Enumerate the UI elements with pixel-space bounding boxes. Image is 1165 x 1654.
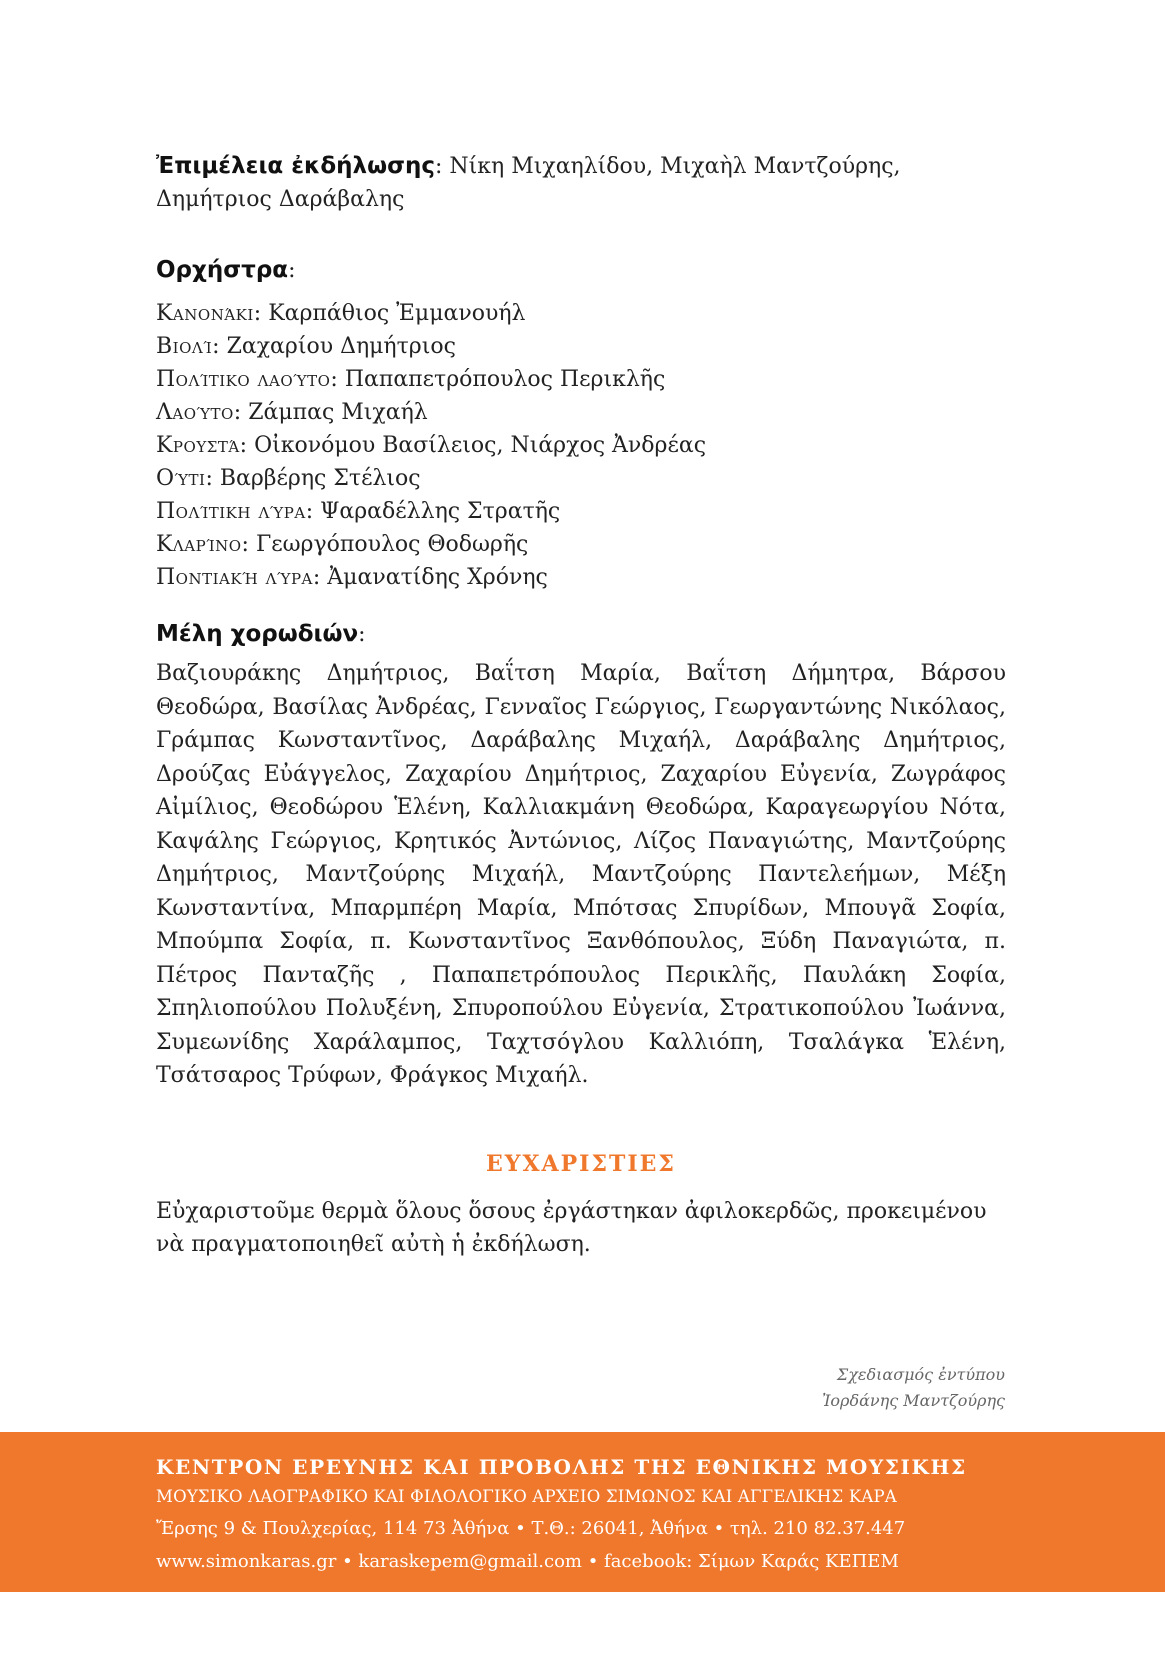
orchestra-heading: Ορχήστρα <box>156 257 289 283</box>
design-credit <box>822 1362 1005 1414</box>
instrument-label: Λαούτο <box>156 400 234 425</box>
organizers-names: : Νίκη Μιχαηλίδου, Μιχαὴλ Μαντζούρης, Δημήτριος Δαράβαλης <box>156 154 901 212</box>
credit-label: Σχεδιασμός ἐντύπου <box>836 1365 1005 1384</box>
orchestra-member: Ποντιακή λύρα: Ἀμανατίδης Χρόνης <box>156 565 548 590</box>
footer-title: ΚΕΝΤΡΟΝ ΕΡΕΥΝΗΣ ΚΑΙ ΠΡΟΒΟΛΗΣ ΤΗΣ ΕΘΝΙΚΗΣ ΜΟΥΣΙΚΗΣ <box>156 1455 967 1479</box>
instrument-label: Κλαρίνο <box>156 532 242 557</box>
footer-address: Ἔρσης 9 & Πουλχερίας, 114 73 Ἀθήνα • Τ.Θ.: 26041, Ἀθήνα • τηλ. 210 82.37.447 <box>156 1518 906 1539</box>
main-content <box>156 150 1006 1261</box>
orchestra-member: Πολίτικο λαούτο: Παπαπετρόπουλος Περικλῆς <box>156 367 666 392</box>
musician-name: Παπαπετρόπουλος Περικλῆς <box>344 367 666 392</box>
instrument-label: Κανονάκι <box>156 301 254 326</box>
organizers-label: Ἐπιμέλεια ἐκδήλωσης <box>156 153 435 179</box>
instrument-label: Πολίτικο λαούτο <box>156 367 331 392</box>
instrument-label: Κρουστά <box>156 433 240 458</box>
musician-name: Ψαραδέλλης Στρατῆς <box>320 499 561 524</box>
instrument-label: Ποντιακή λύρα <box>156 565 313 590</box>
musician-name: Ἀμανατίδης Χρόνης <box>327 565 548 590</box>
footer-contact: www.simonkaras.gr • karaskepem@gmail.com • facebook: Σίμων Καράς ΚΕΠΕΜ <box>156 1551 899 1572</box>
instrument-label: Ούτι <box>156 466 206 491</box>
footer-subtitle: ΜΟΥΣΙΚΟ ΛΑΟΓΡΑΦΙΚΟ ΚΑΙ ΦΙΛΟΛΟΓΙΚΟ ΑΡΧΕΙΟ ΣΙΜΩΝΟΣ ΚΑΙ ΑΓΓΕΛΙΚΗΣ ΚΑΡΑ <box>156 1487 897 1506</box>
musician-name: Οἰκονόμου Βασίλειος, Νιάρχος Ἀνδρέας <box>254 433 707 458</box>
thanks-text: Εὐχαριστοῦμε θερμὰ ὅλους ὅσους ἐργάστηκαν ἀφιλοκερδῶς, προκειμένου νὰ πραγματοποιηθεῖ αὐτὴ ἡ ἐκδήλωση. <box>156 1198 987 1257</box>
footer-banner <box>0 1432 1165 1592</box>
footer-content <box>156 1452 1006 1578</box>
choir-members-text: Βαζιουράκης Δημήτριος, Βαΐτση Μαρία, Βαΐτση Δήμητρα, Βάρσου Θεοδώρα, Βασίλας Ἀνδρέας, Γενναῖος Γεώργιος, Γεωργαντώνης Νικόλαος, Γράμπας Κωνσταντῖνος, Δαράβαλης Μιχαήλ, Δαράβαλης Δημήτριος, Δρούζας Εὐάγγελος, Ζαχαρίου Δημήτριος, Ζαχαρίου Εὐγενία, Ζωγράφος Αἰμίλιος, Θεοδώρου Ἑλένη, Καλλιακμάνη Θεοδώρα, Καραγεωργίου Νότα, Καψάλης Γεώργιος, Κρητικός Ἀντώνιος, Λίζος Παναγιώτης, Μαντζούρης Δημήτριος, Μαντζούρης Μιχαήλ, Μαντζούρης Παντελεήμων, Μέξη Κωνσταντίνα, Μπαρμπέρη Μαρία, Μπότσας Σπυρίδων, Μπουγᾶ Σοφία, Μπούμπα Σοφία, π. Κωνσταντῖνος Ξανθόπουλος, Ξύδη Παναγιώτα, π. Πέτρος Πανταζῆς , Παπαπετρόπουλος Περικλῆς, Παυλάκη Σοφία, Σπηλιοπούλου Πολυξένη, Σπυροπούλου Εὐγενία, Στρατικοπούλου Ἰωάννα, Συμεωνίδης Χαράλαμπος, Ταχτσόγλου Καλλιόπη, Τσαλάγκα Ἑλένη, Τσάτσαρος Τρύφων, Φράγκος Μιχαήλ. <box>156 661 1006 1088</box>
orchestra-member: Κρουστά: Οἰκονόμου Βασίλειος, Νιάρχος Ἀνδρέας <box>156 433 707 458</box>
orchestra-member: Βιολί: Ζαχαρίου Δημήτριος <box>156 334 456 359</box>
musician-name: Γεωργόπουλος Θοδωρῆς <box>255 532 529 557</box>
musician-name: Ζάμπας Μιχαήλ <box>248 400 428 425</box>
instrument-label: Πολίτικη λύρα <box>156 499 306 524</box>
orchestra-member: Κλαρίνο: Γεωργόπουλος Θοδωρῆς <box>156 532 529 557</box>
choir-heading-line: Μέλη χορωδιών: <box>156 621 366 647</box>
musician-name: Βαρβέρης Στέλιος <box>219 466 421 491</box>
musician-name: Καρπάθιος Ἐμμανουήλ <box>268 301 526 326</box>
orchestra-list <box>156 297 1006 594</box>
choir-heading: Μέλη χορωδιών <box>156 621 359 647</box>
orchestra-member: Ούτι: Βαρβέρης Στέλιος <box>156 466 421 491</box>
organizers-paragraph <box>156 150 1006 216</box>
thanks-title: ΕΥΧΑΡΙΣΤΙΕΣ <box>486 1150 676 1177</box>
credit-designer: Ἰορδάνης Μαντζούρης <box>822 1391 1005 1410</box>
musician-name: Ζαχαρίου Δημήτριος <box>226 334 456 359</box>
instrument-label: Βιολί <box>156 334 213 359</box>
orchestra-member: Κανονάκι: Καρπάθιος Ἐμμανουήλ <box>156 301 526 326</box>
orchestra-member: Λαούτο: Ζάμπας Μιχαήλ <box>156 400 428 425</box>
orchestra-member: Πολίτικη λύρα: Ψαραδέλλης Στρατῆς <box>156 499 561 524</box>
orchestra-heading-line: Ορχήστρα: <box>156 257 296 283</box>
